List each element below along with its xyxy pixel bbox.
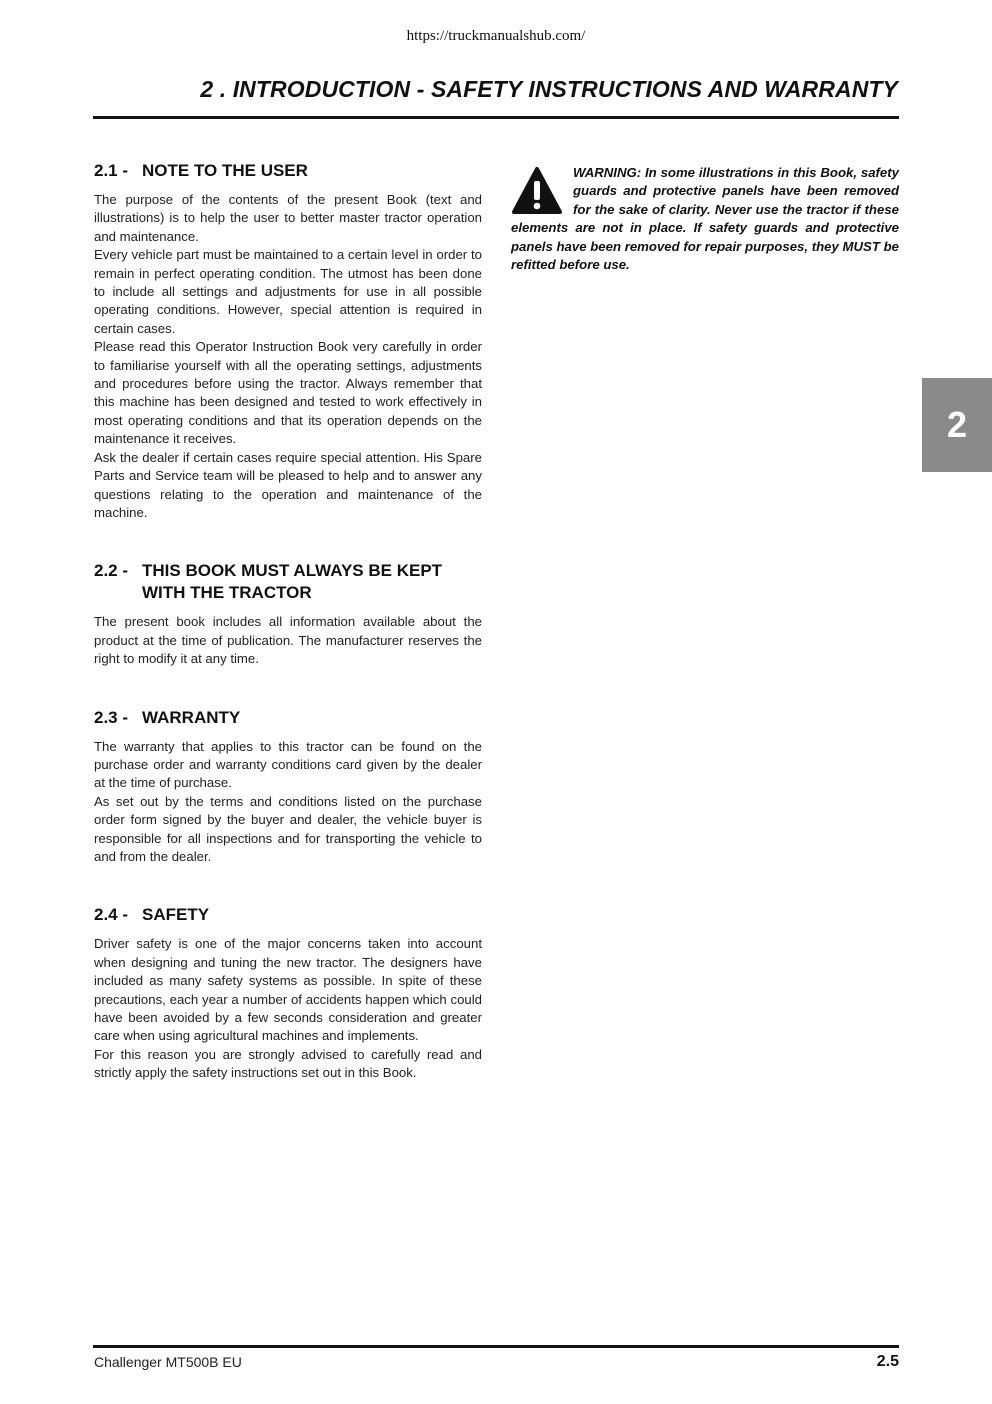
section-warranty xyxy=(94,707,482,867)
warning-text: WARNING: In some illustrations in this Book, safety guards and protective panels have been removed for the sake of clarity. Never use the tractor if these elements are not in place. If safety guards and protective panels have been removed for repair purposes, they MUST be refitted before use. xyxy=(511,165,899,273)
main-column xyxy=(94,160,482,1121)
paragraph: Ask the dealer if certain cases require special attention. His Spare Parts and Service team will be pleased to help and to answer any questions relating to the operation and maintenance of the machine. xyxy=(94,449,482,520)
page-number: 2.5 xyxy=(876,1353,899,1370)
paragraph: The purpose of the contents of the present Book (text and illustrations) is to help the user to better master tractor operation and maintenance. xyxy=(94,192,482,244)
section-keep-book xyxy=(94,560,482,668)
chapter-title: 2 . INTRODUCTION - SAFETY INSTRUCTIONS AND WARRANTY xyxy=(200,76,898,102)
section-note-to-user xyxy=(94,160,482,522)
footer-model: Challenger MT500B EU xyxy=(94,1354,242,1370)
section-number: 2.2 - xyxy=(94,561,129,581)
paragraph: The warranty that applies to this tractor can be found on the purchase order and warranty conditions card given by the dealer at the time of purchase. xyxy=(94,738,482,791)
warning-box xyxy=(511,164,899,274)
section-number: 2.1 - xyxy=(94,161,129,180)
paragraph: As set out by the terms and conditions listed on the purchase order form signed by the buyer and dealer, the vehicle buyer is responsible for all inspections and for transporting the vehicle to and from the dealer. xyxy=(94,793,482,864)
section-title: SAFETY xyxy=(142,905,210,925)
section-heading xyxy=(94,904,482,926)
paragraph: The present book includes all information available about the product at the time of publication. The manufacturer reserves the right to modify it at any time. xyxy=(94,614,482,667)
section-number: 2.3 - xyxy=(94,707,129,727)
paragraph: Every vehicle part must be maintained to a certain level in order to remain in perfect operating condition. The utmost has been done to include all settings and adjustments for use in all possible operating conditions. However, special attention is required in certain cases. xyxy=(94,247,482,336)
warning-triangle-icon xyxy=(511,166,563,216)
section-heading xyxy=(94,160,482,182)
paragraph: Please read this Operator Instruction Book very carefully in order to familiarise yourself with all the operating settings, adjustments and procedures before using the tractor. Always remember that this machine has been designed and tested to work effectively in most operating conditions and that its operation depends on the maintenance it receives. xyxy=(94,339,482,447)
paragraph: For this reason you are strongly advised to carefully read and strictly apply the safety instructions set out in this Book. xyxy=(94,1046,482,1081)
section-title: NOTE TO THE USER xyxy=(142,161,308,180)
section-title: THIS BOOK MUST ALWAYS BE KEPT WITH THE TRACTOR xyxy=(142,561,443,603)
section-heading xyxy=(94,707,482,729)
section-number: 2.4 - xyxy=(94,905,129,925)
source-url: https://truckmanualshub.com/ xyxy=(406,28,586,44)
paragraph: Driver safety is one of the major concerns taken into account when designing and tuning the new tractor. The designers have included as many safety systems as possible. In spite of these precautions, each year a number of accidents happen which could have been avoided by a few seconds consideration and greater care when using agricultural machines and implements. xyxy=(94,936,482,1044)
section-title: WARRANTY xyxy=(142,707,241,727)
section-safety xyxy=(94,904,482,1082)
section-heading xyxy=(94,560,482,604)
chapter-tab: 2 xyxy=(922,378,992,472)
footer-rule xyxy=(93,1345,899,1348)
header-rule xyxy=(93,116,899,119)
